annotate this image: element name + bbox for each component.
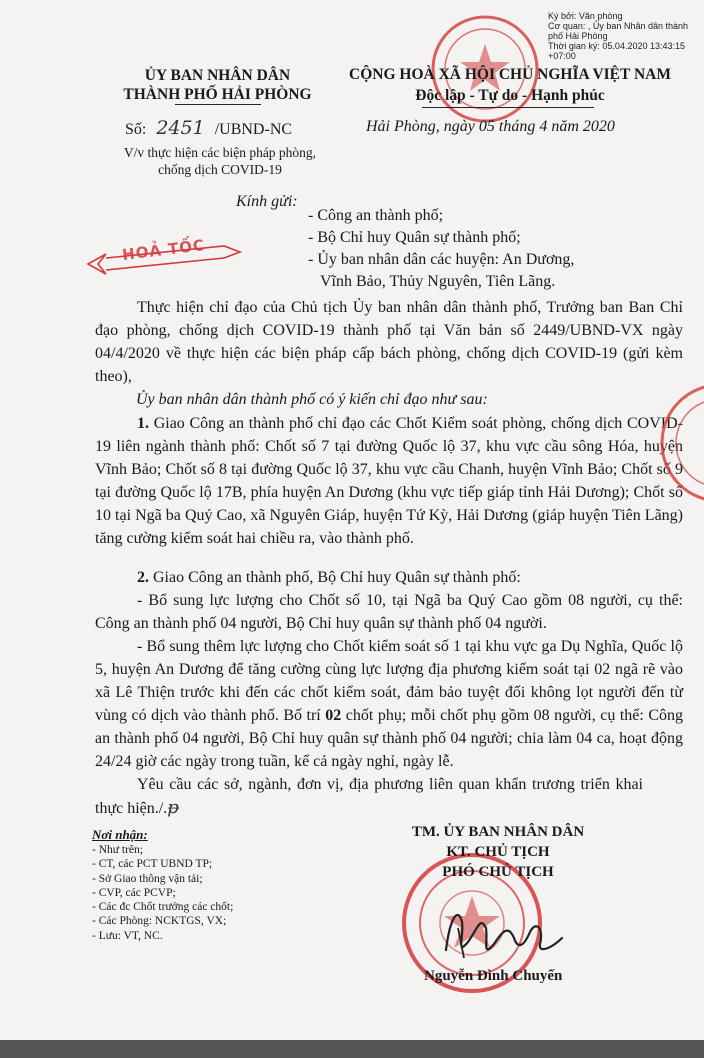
item-2a: - Bổ sung lực lượng cho Chốt số 10, tại Ngã ba Quý Cao gồm 08 người, cụ thể: Công an thành phố 04 người, Bộ Chỉ huy quân sự thành phố 04 người.	[95, 592, 683, 632]
item-2-text: Giao Công an thành phố, Bộ Chỉ huy Quân sự thành phố:	[153, 569, 521, 586]
greeting: Kính gửi:	[236, 193, 298, 210]
recipients-list-item: - Lưu: VT, NC.	[92, 929, 163, 942]
doc-number-suffix: /UBND-NC	[214, 121, 293, 138]
urgent-stamp-text: HOẢ TỐC	[121, 236, 206, 264]
recipients-list-item: - Như trên;	[92, 844, 143, 856]
document-number	[125, 117, 292, 141]
digital-signature-block	[548, 11, 688, 61]
issuer-header	[110, 66, 325, 104]
signatory-block	[398, 822, 598, 882]
motto-underline	[422, 107, 594, 108]
item-1	[95, 412, 683, 550]
handwritten-signature	[428, 898, 578, 968]
nation-header	[330, 64, 690, 106]
bottom-bar	[0, 1040, 704, 1058]
item-2b	[95, 635, 683, 773]
recipient-1: - Công an thành phố;	[308, 207, 444, 224]
recipients-list-item: - Các đc Chốt trưởng các chốt;	[92, 901, 234, 914]
place-date: Hải Phòng, ngày 05 tháng 4 năm 2020	[366, 118, 615, 135]
nation-motto: Độc lập - Tự do - Hạnh phúc	[415, 87, 605, 104]
subject-line2: chống dịch COVID-19	[158, 162, 282, 177]
intro-paragraph: Thực hiện chỉ đạo của Chủ tịch Ủy ban nhân dân thành phố, Trưởng ban Ban Chỉ đạo phòng, chống dịch COVID-19 thành phố tại Văn bản số 2449/UBND-VX ngày 04/4/2020 về thực hiện các biện pháp cấp bách phòng, chống dịch COVID-19 (gửi kèm theo),	[95, 299, 683, 385]
signature-timezone: +07:00	[548, 51, 576, 61]
recipient-2: - Bộ Chỉ huy Quân sự thành phố;	[308, 229, 521, 246]
recipient-3: - Ủy ban nhân dân các huyện: An Dương,	[308, 251, 575, 268]
signatory-line3: PHÓ CHỦ TỊCH	[442, 864, 554, 880]
item-1-text: Giao Công an thành phố chỉ đạo các Chốt Kiểm soát phòng, chống dịch COVID-19 liên ngành thành phố: Chốt số 7 tại đường Quốc lộ 37, khu vực cầu sông Hóa, huyện Vĩnh Bảo; Chốt số 8 tại đường Quốc lộ 37, khu vực cầu Chanh, huyện Vĩnh Bảo; Chốt số 9 tại đường Quốc lộ 17B, phía huyện An Dương (khu vực tiếp giáp tỉnh Hải Dương); Chốt số 10 tại Ngã ba Quý Cao, xã Nguyên Giáp, huyện Tứ Kỳ, Hải Dương (giáp huyện Tiên Lãng) tăng cường kiểm soát hai chiều ra, vào thành phố.	[95, 415, 683, 547]
item-2b-text-a: - Bổ sung thêm lực lượng cho Chốt kiểm soát số 1 tại khu vực ga Dụ Nghĩa, Quốc lộ 5, huyện An Dương để tăng cường cùng lực lượng địa phương kiểm soát tại 02 ngã rẽ vào xã Lê Thiện trước khi đến các chốt kiểm soát, đảm bảo tuyệt đối không lọt người đến từ vùng có dịch vào thành phố. Bố trí	[95, 638, 683, 724]
signature-time: Thời gian ký: 05.04.2020 13:43:15	[548, 41, 685, 51]
item-2-number: 2.	[137, 569, 149, 586]
recipients-list-item: - CT, các PCT UBND TP;	[92, 858, 213, 871]
closing-text: Yêu cầu các sở, ngành, đơn vị, địa phương liên quan khẩn trương triển khai thực hiện./.	[95, 776, 643, 817]
signature-agency-cont: phố Hải Phòng	[548, 31, 608, 41]
recipients-list-item: - Các Phòng: NCKTGS, VX;	[92, 915, 227, 928]
issuer-line2: THÀNH PHỐ HẢI PHÒNG	[123, 86, 312, 103]
subject	[110, 144, 330, 178]
signatory-line1: TM. ỦY BAN NHÂN DÂN	[411, 824, 585, 840]
recipients	[308, 205, 574, 293]
recipients-list	[92, 826, 233, 943]
signature-agency: Cơ quan: , Ủy ban Nhân dân thành	[548, 21, 688, 31]
item-2b-bold: 02	[325, 707, 342, 724]
recipients-list-item: - Sở Giao thông vận tải;	[92, 872, 203, 885]
closing-handwritten-mark: ᵽ	[167, 797, 179, 818]
subject-line1: V/v thực hiện các biện pháp phòng,	[123, 145, 317, 160]
doc-number-prefix: Số:	[125, 121, 147, 138]
item-2	[137, 566, 521, 589]
signatory-line2: KT. CHỦ TỊCH	[446, 844, 550, 860]
issuer-line1: ỦY BAN NHÂN DÂN	[144, 67, 291, 84]
edge-seal	[650, 378, 704, 508]
doc-number-handwritten: 2451	[156, 117, 205, 139]
nation-line1: CỘNG HOÀ XÃ HỘI CHỦ NGHĨA VIỆT NAM	[349, 66, 671, 83]
directive-line: Ủy ban nhân dân thành phố có ý kiến chỉ đạo như sau:	[136, 391, 488, 408]
closing-paragraph	[95, 773, 643, 820]
issuer-underline	[175, 104, 261, 105]
item-1-number: 1.	[137, 415, 149, 432]
item-2b-text-b: chốt phụ; mỗi chốt phụ gồm 08 người, cụ thể: Công an thành phố 04 người, Bộ Chỉ huy quân sự thành phố 04 người; chia làm 04 ca, hoạt động 24/24 giờ các ngày trong tuần, kể cả ngày nghỉ, ngày lễ.	[95, 707, 684, 770]
signature-signer: Ký bởi: Văn phòng	[548, 11, 623, 21]
recipients-list-item: - CVP, các PCVP;	[92, 886, 176, 899]
signatory-name: Nguyễn Đình Chuyến	[424, 968, 563, 984]
recipient-3-cont: Vĩnh Bảo, Thủy Nguyên, Tiên Lãng.	[320, 273, 556, 290]
recipients-list-title: Nơi nhận:	[92, 827, 148, 842]
